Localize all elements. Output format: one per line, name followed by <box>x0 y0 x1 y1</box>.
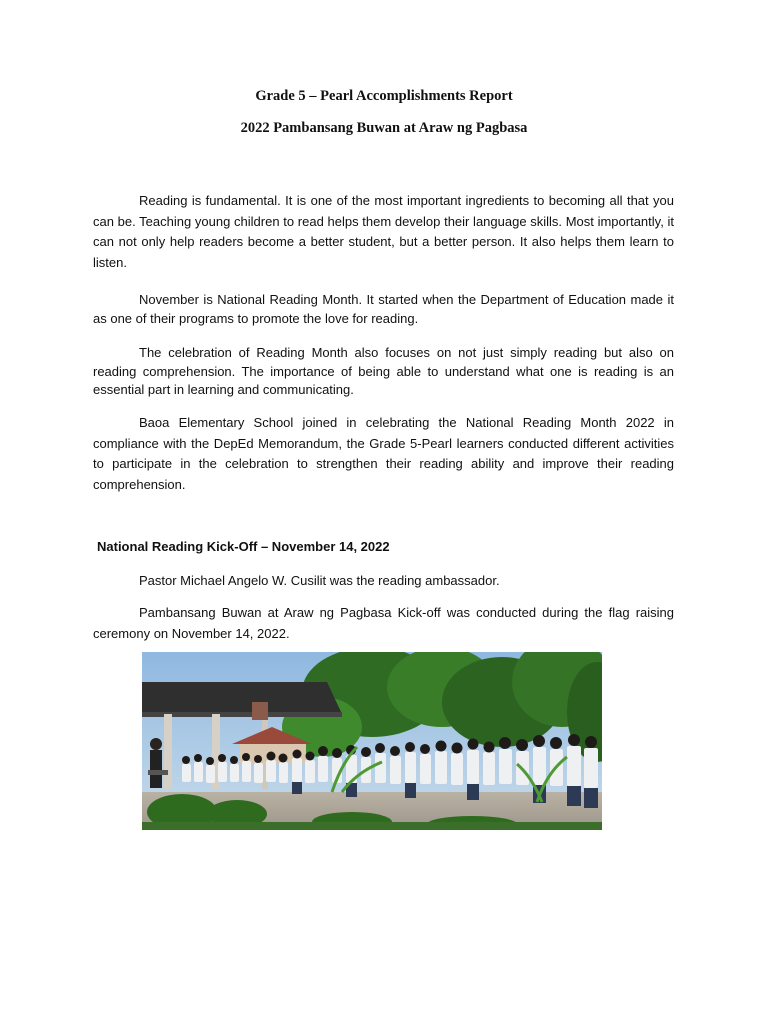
school-paragraph: Baoa Elementary School joined in celebrating the National Reading Month 2022 in compliance with the DepEd Memorandum, the Grade 5-Pearl learners conducted different activities to participate in the celebration to strengthen their reading ability and improve their reading comprehension. <box>93 415 674 492</box>
kickoff-photo <box>142 652 602 830</box>
kickoff-paragraph: Pambansang Buwan at Araw ng Pagbasa Kick-off was conducted during the flag raising ceremony on November 14, 2022. <box>93 605 674 641</box>
section-heading: National Reading Kick-Off – November 14, 2022 <box>97 539 390 554</box>
comprehension-paragraph: The celebration of Reading Month also focuses on not just simply reading but also on reading comprehension. The importance of being able to understand what one is reading is an essential part in learning and communicating. <box>93 345 674 397</box>
ambassador-paragraph: Pastor Michael Angelo W. Cusilit was the reading ambassador. <box>139 573 500 588</box>
reading-month-paragraph: November is National Reading Month. It started when the Department of Education made it as one of their programs to promote the love for reading. <box>93 292 674 326</box>
report-title: Grade 5 – Pearl Accomplishments Report <box>255 88 513 104</box>
report-subtitle: 2022 Pambansang Buwan at Araw ng Pagbasa <box>240 120 528 136</box>
intro-paragraph: Reading is fundamental. It is one of the most important ingredients to becoming all that you can be. Teaching young children to read helps them develop their language skills. Most importantly, it can not only help readers become a better student, but a better person. It also helps them learn to listen. <box>93 193 674 270</box>
